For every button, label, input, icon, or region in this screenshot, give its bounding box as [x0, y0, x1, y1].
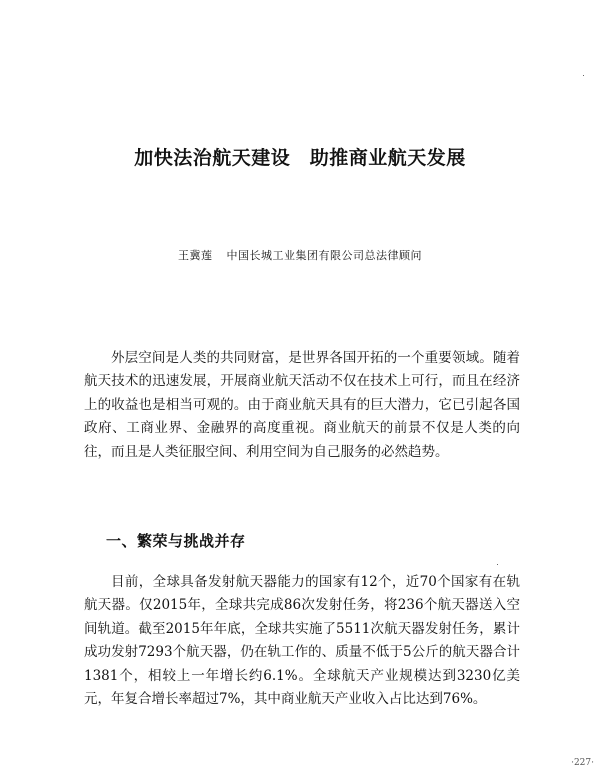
author-byline	[0, 247, 600, 263]
section-heading: 一、繁荣与挑战并存	[106, 532, 246, 550]
page-number: ·227·	[571, 758, 594, 768]
article-title: 加快法治航天建设 助推商业航天发展	[134, 147, 466, 169]
author-affiliation: 中国长城工业集团有限公司总法律顾问	[226, 249, 422, 262]
section-paragraph: 目前，全球具备发射航天器能力的国家有12个，近70个国家有在轨航天器。仅2015年，全球共完成86次发射任务，将236个航天器送入空间轨道。截至2015年年底，全球共实施了5511次航天器发射任务，累计成功发射7293个航天器，仍在轨工作的、质量不低于5公斤的航天器合计1381个，相较上一年增长约6.1%。全球航天产业规模达到3230亿美元，年复合增长率超过7%，其中商业航天产业收入占比达到76%。	[84, 574, 520, 708]
intro-paragraph: 外层空间是人类的共同财富，是世界各国开拓的一个重要领域。随着航天技术的迅速发展，开展商业航天活动不仅在技术上可行，而且在经济上的收益也是相当可观的。由于商业航天具有的巨大潜力，它已引起各国政府、工商业界、金融界的高度重视。商业航天的前景不仅是人类的向往，而且是人类征服空间、利用空间为自己服务的必然趋势。	[84, 350, 520, 460]
scan-speck	[497, 564, 498, 565]
scan-speck	[583, 75, 584, 76]
author-name: 王冀莲	[178, 249, 213, 262]
